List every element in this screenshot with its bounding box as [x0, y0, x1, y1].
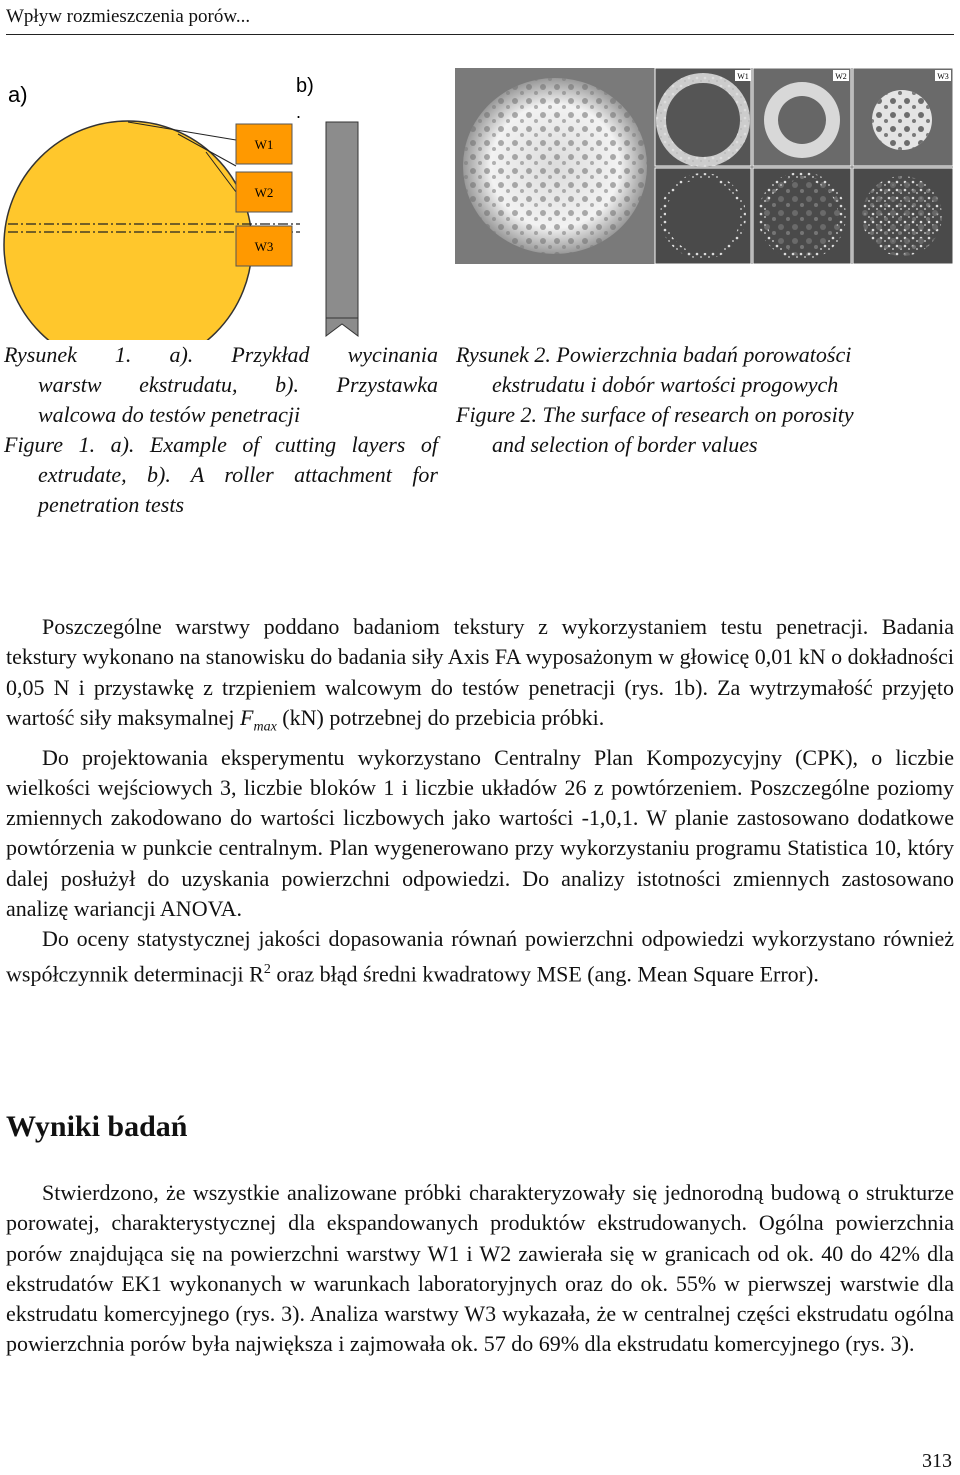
methods-paragraph-1 [6, 612, 954, 743]
methods-paragraph-3 [6, 924, 954, 989]
panel-b-label: b) [296, 75, 314, 97]
figure-1 [0, 60, 440, 340]
section-heading: Wyniki badań [6, 1110, 188, 1143]
figure-2 [455, 68, 953, 264]
w3-threshold-pores [862, 176, 942, 256]
symbol-max: max [253, 719, 277, 735]
figure-2-caption [456, 340, 952, 460]
roller-rod [326, 122, 358, 318]
caption-line: Figure 1. a). Example of cutting layers of [4, 432, 438, 457]
caption-line: warstw ekstrudatu, b). Przystawka [38, 372, 438, 397]
text-run: Do oceny statystycznej jakości dopasowania równań powierzchni odpowiedzi wykorzystano również współczynnik determinacji R [6, 926, 954, 986]
results-section [6, 1178, 954, 1360]
layer-label-w1: W1 [254, 137, 274, 152]
text-run: Poszczególne warstwy poddano badaniom tekstury z wykorzystaniem testu penetracji. Badania tekstury wykonano na stanowisku do badania siły Axis FA wyposażonym w głowicę 0,01 kN o dokładności 0,05 N i przystawkę z trzpieniem walcowym do testów penetracji (rys. 1b). Za wytrzymałość przyjęto wartość siły maksymalnej [6, 614, 954, 730]
text-run: (kN) potrzebnej do przebicia próbki. [276, 704, 605, 730]
layer-label-w2: W2 [254, 185, 274, 200]
caption-line: Figure 2. The surface of research on porosity [456, 402, 854, 427]
running-header: Wpływ rozmieszczenia porów... [6, 6, 954, 35]
caption-line: extrudate, b). A roller attachment for [38, 462, 438, 487]
methods-section [6, 612, 954, 989]
tag-w3-label: W3 [937, 72, 949, 81]
caption-line: Rysunek 1. a). Przykład wycinania [4, 342, 438, 367]
thumb-w1-bottom [655, 168, 751, 264]
tag-w2-label: W2 [835, 72, 847, 81]
results-paragraph-1: Stwierdzono, że wszystkie analizowane próbki charakteryzowały się jednorodną budową o strukturze porowatej, charakterystycznej dla ekspandowanych produktów ekstrudowanych. Ogólna powierzchnia porów znajdująca się na powierzchni warstwy W1 i W2 zawierała się w granicach od ok. 40 do 42% dla ekstrudatów EK1 wykonanych w warunkach laboratoryjnych oraz do ok. 55% w pierwszej warstwie dla ekstrudatu komercyjnego (rys. 3). Analiza warstwy W3 wykazała, że w centralnej części ekstrudatu ogólna powierzchnia porów była największa i zajmowała ok. 57 do 69% dla ekstrudatu komercyjnego (rys. 3). [6, 1180, 954, 1357]
w2-core [778, 96, 826, 144]
symbol-f: F [240, 704, 254, 730]
methods-paragraph-2: Do projektowania eksperymentu wykorzystano Centralny Plan Kompozycyjny (CPK), o liczbie wielkości wejściowych 3, liczbie bloków 1 i liczbie układów 26 z powtórzeniem. Poszczególne poziomy zmiennych zakodowano do wartości liczbowych jako wartości -1,0,1. W planie zastosowano dodatkowe powtórzenia w punkcie centralnym. Plan wygenerowano przy wykorzystaniu programu Statistica 10, który dalej posłużył do uzyskania powierzchni odpowiedzi. Do analizy istotności zmiennych zastosowano analizę wariancji ANOVA. [6, 744, 954, 922]
w3-pores [872, 90, 932, 150]
caption-line: and selection of border values [492, 432, 758, 457]
caption-line: ekstrudatu i dobór wartości progowych [492, 372, 839, 397]
superscript: 2 [263, 961, 271, 977]
text-run: oraz błąd średni kwadratowy MSE (ang. Mean Square Error). [270, 960, 819, 986]
page-number: 313 [922, 1450, 952, 1472]
caption-line: Rysunek 2. Powierzchnia badań porowatości [456, 342, 852, 367]
sample-pores [463, 78, 647, 254]
figure-1-caption [4, 340, 438, 520]
layer-label-w3: W3 [254, 239, 274, 254]
caption-line: walcowa do testów penetracji [38, 402, 301, 427]
panel-a-label: a) [8, 82, 28, 107]
tag-w1-label: W1 [737, 72, 749, 81]
panel-b-dot: . [296, 102, 302, 122]
roller-tip [326, 318, 358, 336]
caption-line: penetration tests [38, 492, 185, 517]
